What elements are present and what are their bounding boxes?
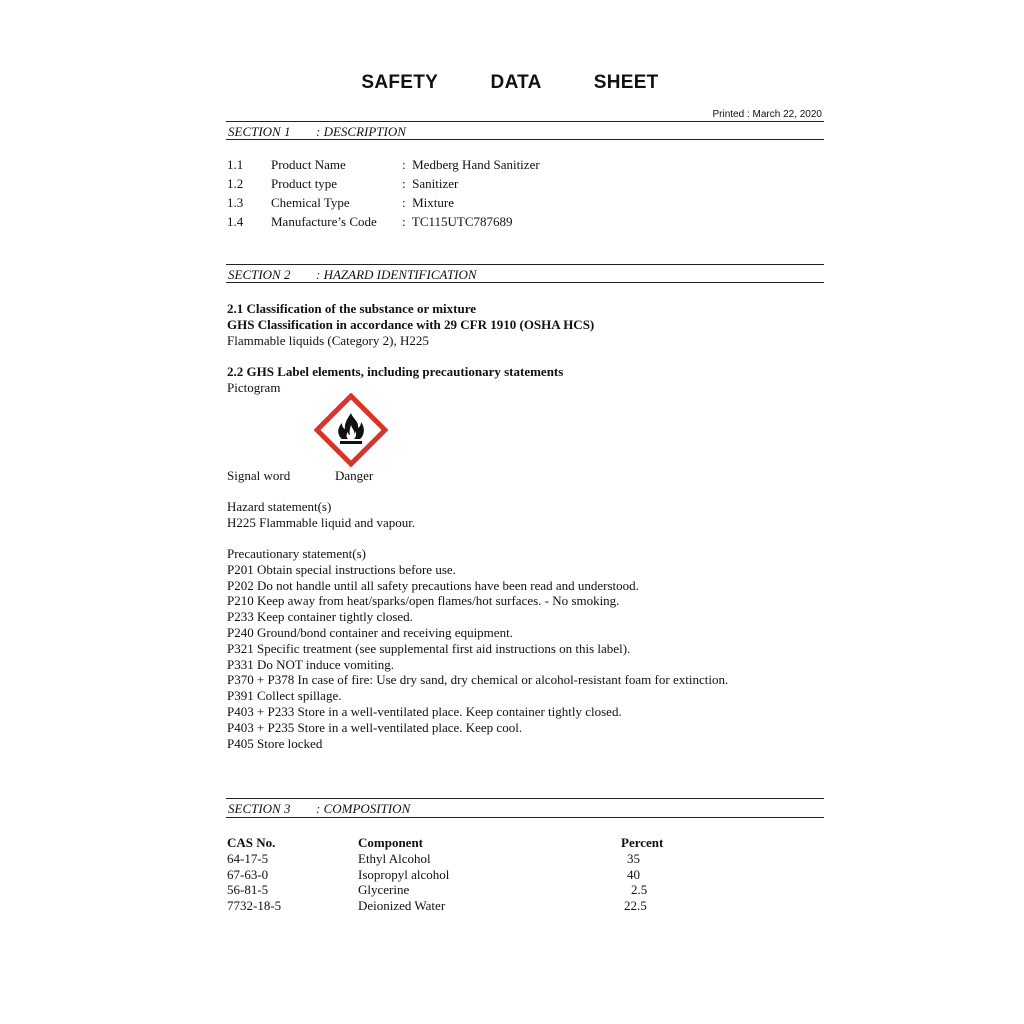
row-1-4-num: 1.4 bbox=[227, 214, 244, 229]
hazard-heading: Hazard statement(s) bbox=[227, 499, 332, 514]
ghs-heading: GHS Classification in accordance with 29 CFR 1910 (OSHA HCS) bbox=[227, 317, 595, 332]
section3-name: : COMPOSITION bbox=[316, 801, 411, 816]
cas-cell: 7732-18-5 bbox=[227, 898, 282, 914]
precaution-item: P405 Store locked bbox=[227, 735, 323, 751]
section2-name: : HAZARD IDENTIFICATION bbox=[316, 267, 477, 282]
percent-cell: 35 bbox=[627, 850, 640, 866]
flame-pictogram-icon bbox=[314, 393, 388, 467]
cas-cell: 64-17-5 bbox=[227, 850, 269, 866]
section2-number: SECTION 2 bbox=[228, 267, 291, 282]
precautions-list bbox=[227, 546, 728, 751]
row-1-4-value: : TC115UTC787689 bbox=[402, 214, 513, 229]
precaution-heading: Precautionary statement(s) bbox=[227, 546, 366, 561]
pictogram-label: Pictogram bbox=[227, 380, 281, 395]
cas-header: CAS No. bbox=[227, 835, 276, 850]
percent-cell: 40 bbox=[627, 866, 640, 882]
row-1-2-label: Product type bbox=[271, 176, 338, 191]
precaution-item: P321 Specific treatment (see supplemental first aid instructions on this label). bbox=[227, 640, 631, 656]
section1-bottom-rule bbox=[226, 139, 824, 140]
section3-number: SECTION 3 bbox=[228, 801, 291, 816]
hazard-block bbox=[227, 499, 415, 531]
signal-word: Danger bbox=[335, 468, 374, 483]
component-cell: Ethyl Alcohol bbox=[358, 850, 431, 866]
row-1-3-value: : Mixture bbox=[402, 195, 454, 210]
section1-name: : DESCRIPTION bbox=[316, 124, 406, 139]
row-1-2-value: : Sanitizer bbox=[402, 176, 459, 191]
row-1-1-value: : Medberg Hand Sanitizer bbox=[402, 157, 540, 172]
row-1-1-label: Product Name bbox=[271, 157, 346, 172]
section1-header bbox=[228, 124, 406, 140]
row-1-3-label: Chemical Type bbox=[271, 195, 350, 210]
row-1-4-label: Manufacture’s Code bbox=[271, 214, 377, 229]
percent-cell: 22.5 bbox=[624, 898, 647, 914]
percent-column bbox=[621, 835, 663, 914]
section3-top-rule bbox=[226, 798, 824, 799]
section3-bottom-rule bbox=[226, 817, 824, 818]
precaution-item: P210 Keep away from heat/sparks/open flames/hot surfaces. - No smoking. bbox=[227, 593, 620, 609]
section1-top-rule bbox=[226, 121, 824, 122]
component-header: Component bbox=[358, 835, 424, 850]
percent-cell: 2.5 bbox=[631, 882, 648, 898]
precaution-item: P331 Do NOT induce vomiting. bbox=[227, 656, 394, 672]
section2-top-rule bbox=[226, 264, 824, 265]
row-1-3-num: 1.3 bbox=[227, 195, 244, 210]
component-cell: Deionized Water bbox=[358, 898, 446, 914]
precaution-item: P403 + P233 Store in a well-ventilated place. Keep container tightly closed. bbox=[227, 703, 622, 719]
cas-column bbox=[227, 835, 281, 914]
printed-date: Printed : March 22, 2020 bbox=[712, 109, 822, 120]
row-1-1-num: 1.1 bbox=[227, 157, 244, 172]
component-column bbox=[358, 835, 449, 914]
precaution-item: P403 + P235 Store in a well-ventilated place. Keep cool. bbox=[227, 719, 523, 735]
label-heading: 2.2 GHS Label elements, including precautionary statements bbox=[227, 364, 564, 379]
precaution-item: P202 Do not handle until all safety precautions have been read and understood. bbox=[227, 577, 639, 593]
component-cell: Glycerine bbox=[358, 882, 410, 898]
section2-header bbox=[228, 267, 477, 283]
signal-word-label: Signal word bbox=[227, 468, 291, 483]
component-cell: Isopropyl alcohol bbox=[358, 866, 450, 882]
classification-text: Flammable liquids (Category 2), H225 bbox=[227, 333, 429, 348]
hazard-statement: H225 Flammable liquid and vapour. bbox=[227, 515, 416, 530]
precaution-item: P391 Collect spillage. bbox=[227, 688, 342, 704]
section1-number: SECTION 1 bbox=[228, 124, 291, 139]
section3-header bbox=[228, 801, 410, 817]
precaution-item: P201 Obtain special instructions before use. bbox=[227, 561, 456, 577]
precaution-item: P233 Keep container tightly closed. bbox=[227, 609, 413, 625]
precaution-item: P240 Ground/bond container and receiving equipment. bbox=[227, 624, 513, 640]
classification-heading: 2.1 Classification of the substance or mixture bbox=[227, 301, 477, 316]
classification-block bbox=[227, 301, 594, 349]
document-title: SAFETY DATA SHEET bbox=[361, 72, 659, 93]
percent-header: Percent bbox=[621, 835, 664, 850]
cas-cell: 67-63-0 bbox=[227, 866, 269, 882]
label-elements-block bbox=[227, 364, 563, 396]
row-1-2-num: 1.2 bbox=[227, 176, 244, 191]
section2-bottom-rule bbox=[226, 282, 824, 283]
precaution-item: P370 + P378 In case of fire: Use dry sand, dry chemical or alcohol-resistant foam for extinction. bbox=[227, 672, 729, 688]
cas-cell: 56-81-5 bbox=[227, 882, 269, 898]
